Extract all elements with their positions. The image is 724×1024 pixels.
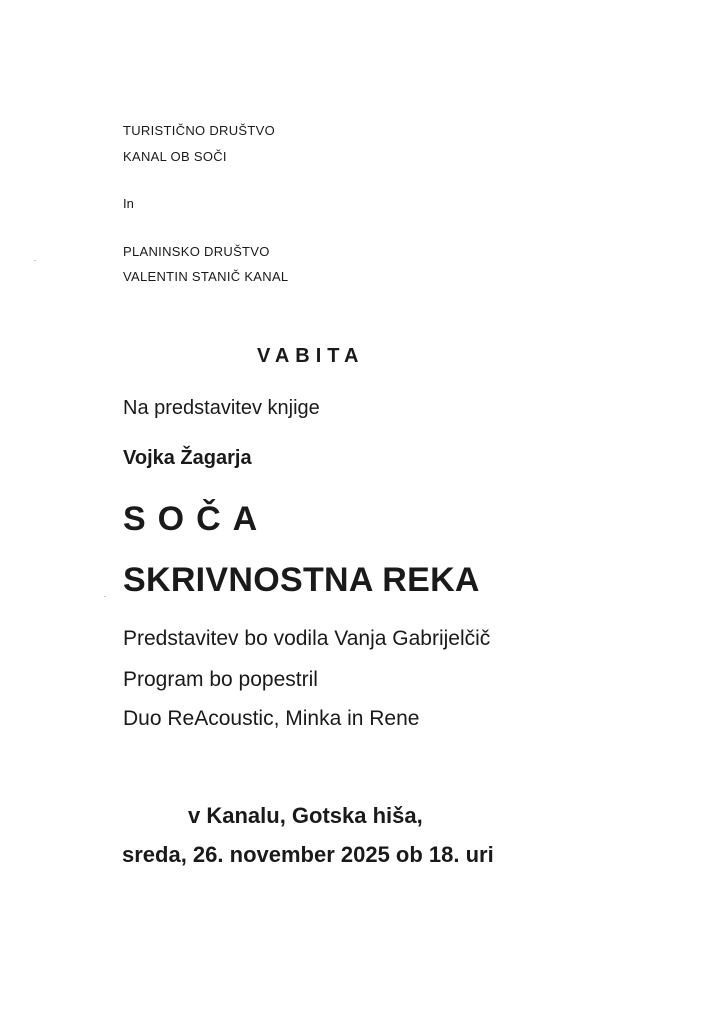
program-line-performers: Duo ReAcoustic, Minka in Rene bbox=[123, 707, 420, 730]
organizer-1-line-1: TURISTIČNO DRUŠTVO bbox=[123, 123, 276, 138]
event-place: v Kanalu, Gotska hiša, bbox=[188, 803, 423, 828]
organizer-2-line-1: PLANINSKO DRUŠTVO bbox=[123, 244, 270, 259]
organizer-2-line-2: VALENTIN STANIČ KANAL bbox=[123, 269, 289, 284]
program-line-moderator: Predstavitev bo vodila Vanja Gabrijelčič bbox=[123, 627, 491, 650]
book-title-line-2: SKRIVNOSTNA REKA bbox=[123, 561, 480, 599]
invite-subtitle: Na predstavitev knjige bbox=[123, 397, 320, 419]
scan-speck bbox=[34, 260, 36, 261]
book-title-line-1: SOČA bbox=[123, 500, 270, 538]
program-line-intro: Program bo popestril bbox=[123, 668, 318, 691]
invite-heading: VABITA bbox=[257, 345, 365, 367]
scan-speck bbox=[104, 596, 106, 597]
book-author: Vojka Žagarja bbox=[123, 447, 252, 469]
event-datetime: sreda, 26. november 2025 ob 18. uri bbox=[122, 842, 494, 867]
organizer-1-line-2: KANAL OB SOČI bbox=[123, 149, 227, 164]
conjunction-text: In bbox=[123, 196, 134, 211]
